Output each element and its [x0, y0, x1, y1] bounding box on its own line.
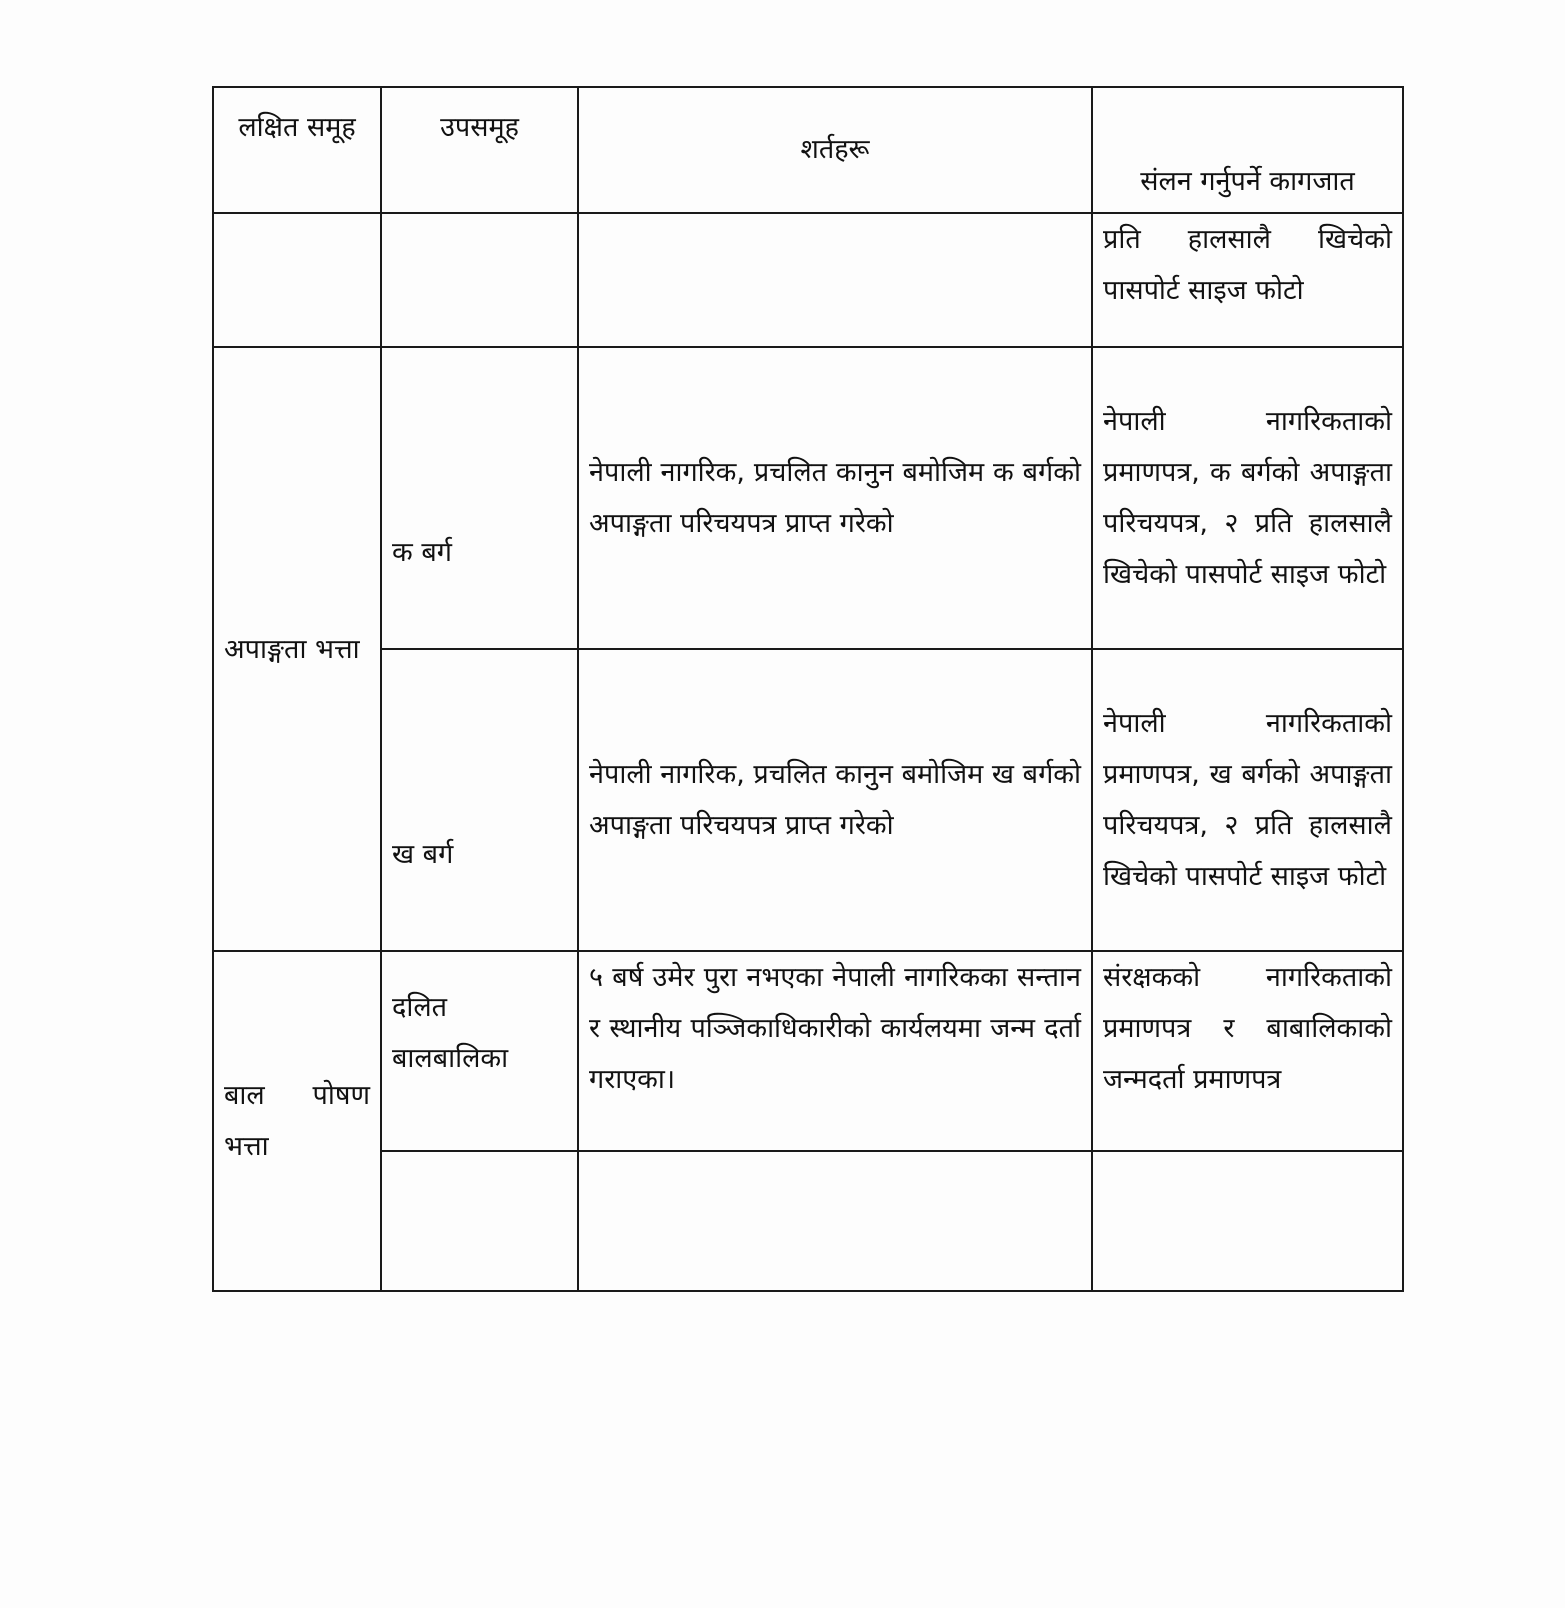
- cell-documents: प्रति हालसालै खिचेको पासपोर्ट साइज फोटो: [1092, 213, 1403, 347]
- cell-target-group: बाल पोषण भत्ता: [213, 951, 381, 1291]
- cell-target-group: [213, 213, 381, 347]
- cell-conditions: [578, 213, 1092, 347]
- eligibility-table: [212, 86, 1404, 1292]
- cell-subgroup: ख बर्ग: [381, 649, 578, 951]
- cell-subgroup: [381, 213, 578, 347]
- cell-subgroup: [381, 1151, 578, 1291]
- table-row: [213, 213, 1403, 347]
- header-conditions: शर्तहरू: [578, 87, 1092, 213]
- cell-target-group: अपाङ्गता भत्ता: [213, 347, 381, 951]
- cell-documents: [1092, 1151, 1403, 1291]
- header-documents: संलन गर्नुपर्ने कागजात: [1092, 87, 1403, 213]
- table-row: [213, 951, 1403, 1151]
- header-target-group: लक्षित समूह: [213, 87, 381, 213]
- table-row: [213, 347, 1403, 649]
- table-row: [213, 649, 1403, 951]
- cell-conditions: नेपाली नागरिक, प्रचलित कानुन बमोजिम ख बर्गको अपाङ्गता परिचयपत्र प्राप्त गरेको: [578, 649, 1092, 951]
- cell-documents: नेपाली नागरिकताको प्रमाणपत्र, क बर्गको अपाङ्गता परिचयपत्र, २ प्रति हालसालै खिचेको पासपोर्ट साइज फोटो: [1092, 347, 1403, 649]
- header-subgroup: उपसमूह: [381, 87, 578, 213]
- cell-documents: नेपाली नागरिकताको प्रमाणपत्र, ख बर्गको अपाङ्गता परिचयपत्र, २ प्रति हालसालै खिचेको पासपोर्ट साइज फोटो: [1092, 649, 1403, 951]
- cell-conditions: [578, 1151, 1092, 1291]
- cell-documents: संरक्षकको नागरिकताको प्रमाणपत्र र बाबालिकाको जन्मदर्ता प्रमाणपत्र: [1092, 951, 1403, 1151]
- table-header-row: [213, 87, 1403, 213]
- table-row: [213, 1151, 1403, 1291]
- cell-subgroup: क बर्ग: [381, 347, 578, 649]
- cell-conditions: नेपाली नागरिक, प्रचलित कानुन बमोजिम क बर्गको अपाङ्गता परिचयपत्र प्राप्त गरेको: [578, 347, 1092, 649]
- cell-subgroup: दलित बालबालिका: [381, 951, 578, 1151]
- cell-conditions: ५ बर्ष उमेर पुरा नभएका नेपाली नागरिकका सन्तान र स्थानीय पञ्जिकाधिकारीको कार्यलयमा जन्म दर्ता गराएका।: [578, 951, 1092, 1151]
